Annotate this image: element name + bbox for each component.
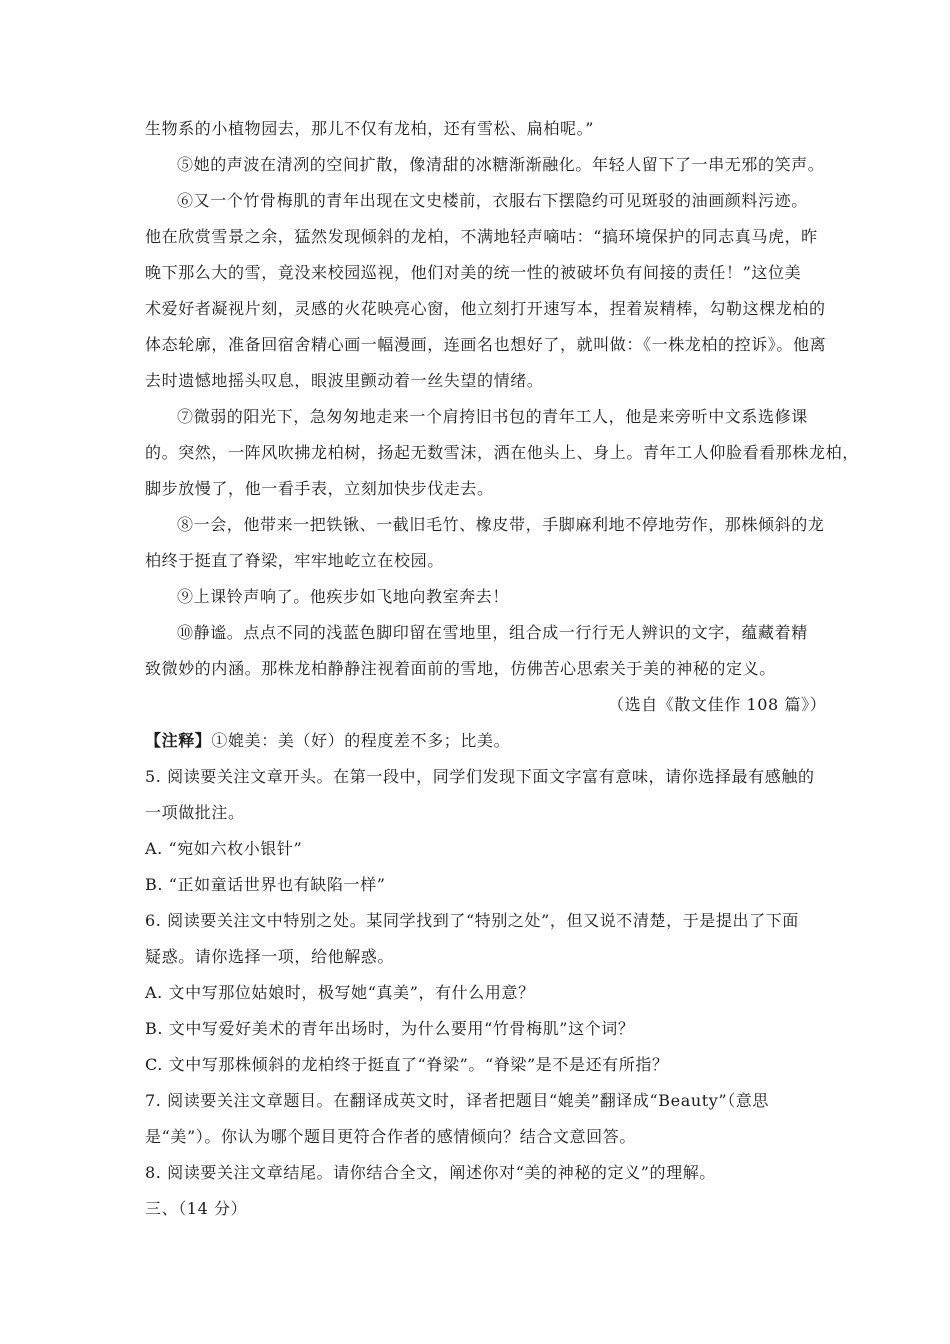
passage-line: 生物系的小植物园去，那儿不仅有龙柏，还有雪松、扁柏呢。” xyxy=(145,119,594,138)
question-5-option-a: A. “宛如六枚小银针” xyxy=(145,839,303,858)
question-5-cont: 一项做批注。 xyxy=(145,803,245,822)
paragraph-6: ⑥又一个竹骨梅肌的青年出现在文史楼前，衣服右下摆隐约可见斑驳的油画颜料污迹。 xyxy=(177,191,808,210)
question-5: 5. 阅读要关注文章开头。在第一段中，同学们发现下面文字富有意味，请你选择最有感触的 xyxy=(145,767,815,786)
source-citation: （选自《散文佳作 108 篇》） xyxy=(608,695,827,714)
question-7-cont: 是“美”）。你认为哪个题目更符合作者的感情倾向？结合文意回答。 xyxy=(145,1127,636,1146)
annotation xyxy=(145,730,510,752)
question-5-option-b: B. “正如童话世界也有缺陷一样” xyxy=(145,875,386,894)
question-6-option-b: B. 文中写爱好美术的青年出场时，为什么要用“竹骨梅肌”这个词？ xyxy=(145,1019,635,1038)
question-6: 6. 阅读要关注文中特别之处。某同学找到了“特别之处”，但又说不清楚，于是提出了下面 xyxy=(145,911,799,930)
paragraph-8: ⑧一会，他带来一把铁锹、一截旧毛竹、橡皮带，手脚麻利地不停地劳作，那株倾斜的龙 xyxy=(177,515,825,534)
passage-line: 体态轮廓，准备回宿舍精心画一幅漫画，连画名也想好了，就叫做：《一株龙柏的控诉》。他离 xyxy=(145,335,827,354)
question-6-option-a: A. 文中写那位姑娘时，极写她“真美”，有什么用意？ xyxy=(145,983,535,1002)
question-6-option-c: C. 文中写那株倾斜的龙柏终于挺直了“脊梁”。“脊梁”是不是还有所指？ xyxy=(145,1055,669,1074)
annotation-text: ①媲美：美（好）的程度差不多；比美。 xyxy=(211,731,511,750)
passage-line: 的。突然，一阵风吹拂龙柏树，扬起无数雪沫，洒在他头上、身上。青年工人仰脸看看那株龙柏， xyxy=(145,443,859,462)
question-7: 7. 阅读要关注文章题目。在翻译成英文时，译者把题目“媲美”翻译成“Beauty”（意思 xyxy=(145,1091,770,1110)
question-6-cont: 疑惑。请你选择一项，给他解惑。 xyxy=(145,947,395,966)
passage-line: 去时遗憾地摇头叹息，眼波里颤动着一丝失望的情绪。 xyxy=(145,371,544,390)
passage-line: 脚步放慢了，他一看手表，立刻加快步伐走去。 xyxy=(145,479,494,498)
section-heading: 三、（14 分） xyxy=(145,1199,248,1218)
paragraph-9: ⑨上课铃声响了。他疾步如飞地向教室奔去！ xyxy=(177,587,510,606)
paragraph-5: ⑤她的声波在清冽的空间扩散，像清甜的冰糖渐渐融化。年轻人留下了一串无邪的笑声。 xyxy=(177,155,825,174)
question-8: 8. 阅读要关注文章结尾。请你结合全文，阐述你对“美的神秘的定义”的理解。 xyxy=(145,1163,716,1182)
annotation-tag: 【注释】 xyxy=(145,731,212,750)
passage-line: 术爱好者凝视片刻，灵感的火花映亮心窗，他立刻打开速写本，捏着炭精棒，勾勒这棵龙柏的 xyxy=(145,299,826,318)
passage-line: 晚下那么大的雪，竟没来校园巡视，他们对美的统一性的被破坏负有间接的责任！”这位美 xyxy=(145,263,802,282)
paragraph-7: ⑦微弱的阳光下，急匆匆地走来一个肩挎旧书包的青年工人，他是来旁听中文系选修课 xyxy=(177,407,808,426)
passage-line: 他在欣赏雪景之余，猛然发现倾斜的龙柏，不满地轻声嘀咕：“搞环境保护的同志真马虎，昨 xyxy=(145,227,818,246)
passage-line: 致微妙的内涵。那株龙柏静静注视着面前的雪地，仿佛苦心思索关于美的神秘的定义。 xyxy=(145,659,776,678)
passage-line: 柏终于挺直了脊梁，牢牢地屹立在校园。 xyxy=(145,551,444,570)
paragraph-10: ⑩静谧。点点不同的浅蓝色脚印留在雪地里，组合成一行行无人辨识的文字，蕴藏着精 xyxy=(177,623,808,642)
